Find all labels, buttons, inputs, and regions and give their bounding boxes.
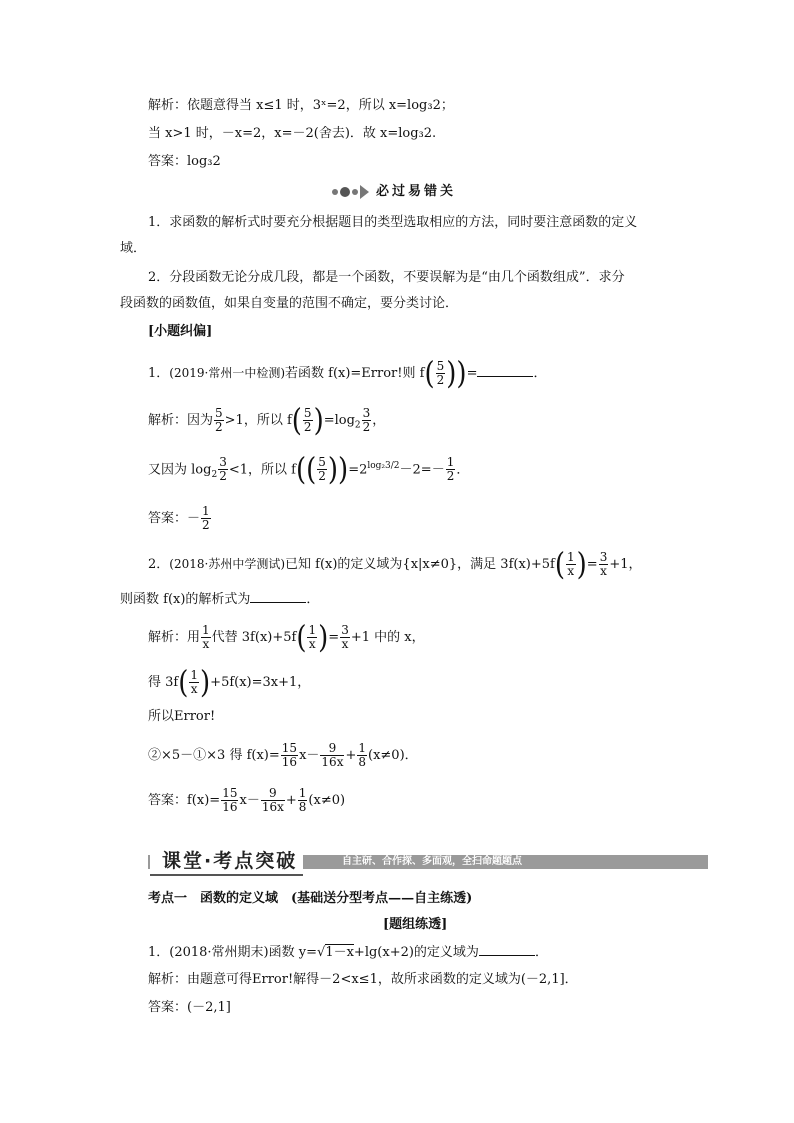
tag-corrections: [小题纠偏] [148, 324, 213, 339]
q2-sol-3: 所以Error! [148, 709, 216, 724]
note-1-b: 域． [120, 241, 147, 256]
q2-answer: 答案：f(x)= $\frac{15}{16}$ x－ $\frac{9}{16x}$ + $\frac{1}{8}$ (x≠0) [148, 786, 346, 814]
section-banner [148, 848, 708, 874]
q1-sol-1: 解析：因为 $\frac{5}{2}$ >1，所以 f( $\frac{5}{2}$ )$=\log_2$ $\frac{3}{2}$ ， [148, 402, 386, 439]
pitfall-banner [332, 183, 482, 201]
kd1-answer: 答案：(－2,1] [148, 1000, 231, 1015]
tag-exercises: [题组练透] [383, 917, 448, 932]
q2-blank [250, 590, 306, 603]
section-subtitle: 自主研、合作探、多面观，全扫命题题点 [342, 856, 522, 867]
solution-line-2: 当 x>1 时，－x=2，x=－2(舍去)．故 x=log₃2. [148, 126, 437, 141]
q2-sol-4: ②×5－①×3 得 f(x)= $\frac{15}{16}$ x－ $\frac{9}{16x}$ + $\frac{1}{8}$ (x≠0)． [148, 741, 418, 769]
q1-blank [477, 364, 533, 377]
kd1-blank [479, 943, 535, 956]
q2-statement: 2．(2018·苏州中学测试)已知 f(x)的定义域为{x|x≠0}，满足 3f(x)+5f( $\frac{1}{x}$ )= $\frac{3}{x}$ +1， [148, 546, 642, 583]
note-2-a: 2．分段函数无论分成几段，都是一个函数，不要误解为是“由几个函数组成”．求分 [148, 270, 625, 285]
q2-sol-2: 得 3f( $\frac{1}{x}$ )+5f(x)=3x+1， [148, 664, 311, 701]
q2-sol-1: 解析：用 $\frac{1}{x}$ 代替 3f(x)+5f( $\frac{1}{x}$ )= $\frac{3}{x}$ +1 中的 x， [148, 619, 425, 656]
topic-heading: 考点一 函数的定义域 (基础送分型考点——自主练透) [148, 891, 473, 906]
note-1-a: 1．求函数的解析式时要充分根据题目的类型选取相应的方法，同时要注意函数的定义 [148, 215, 638, 230]
solution-line-1: 解析：依题意得当 x≤1 时，3ˣ=2，所以 x=log₃2； [148, 98, 454, 113]
q1-statement: 1．(2019·常州一中检测)若函数 f(x)=Error!则 f( $\frac{5}{2}$ ))= ． [148, 355, 547, 392]
sqrt-icon: √ [317, 945, 326, 960]
kd1-question: 1．(2018·常州期末)函数 y=√1－x+lg(x+2)的定义域为 ． [148, 945, 548, 960]
section-title: 课堂·考点突破 [162, 850, 298, 872]
note-2-b: 段函数的函数值，如果自变量的范围不确定，要分类讨论． [120, 296, 459, 311]
kd1-solution: 解析：由题意可得Error!解得－2<x≤1，故所求函数的定义域为(－2,1]． [148, 972, 578, 987]
q1-sol-2: 又因为 $\log_2$ $\frac{3}{2}$ <1，所以 f(( $\frac{5}{2}$ ))$=2^{log_23/2}-2=-$ $\frac{1}{2}$ ． [148, 451, 470, 488]
pitfall-banner-label: 必过易错关 [376, 184, 457, 199]
q1-answer: 答案：－ $\frac{1}{2}$ [148, 504, 210, 532]
answer-line: 答案：log₃2 [148, 154, 221, 169]
q2-statement-2: 则函数 f(x)的解析式为 ． [120, 592, 320, 607]
